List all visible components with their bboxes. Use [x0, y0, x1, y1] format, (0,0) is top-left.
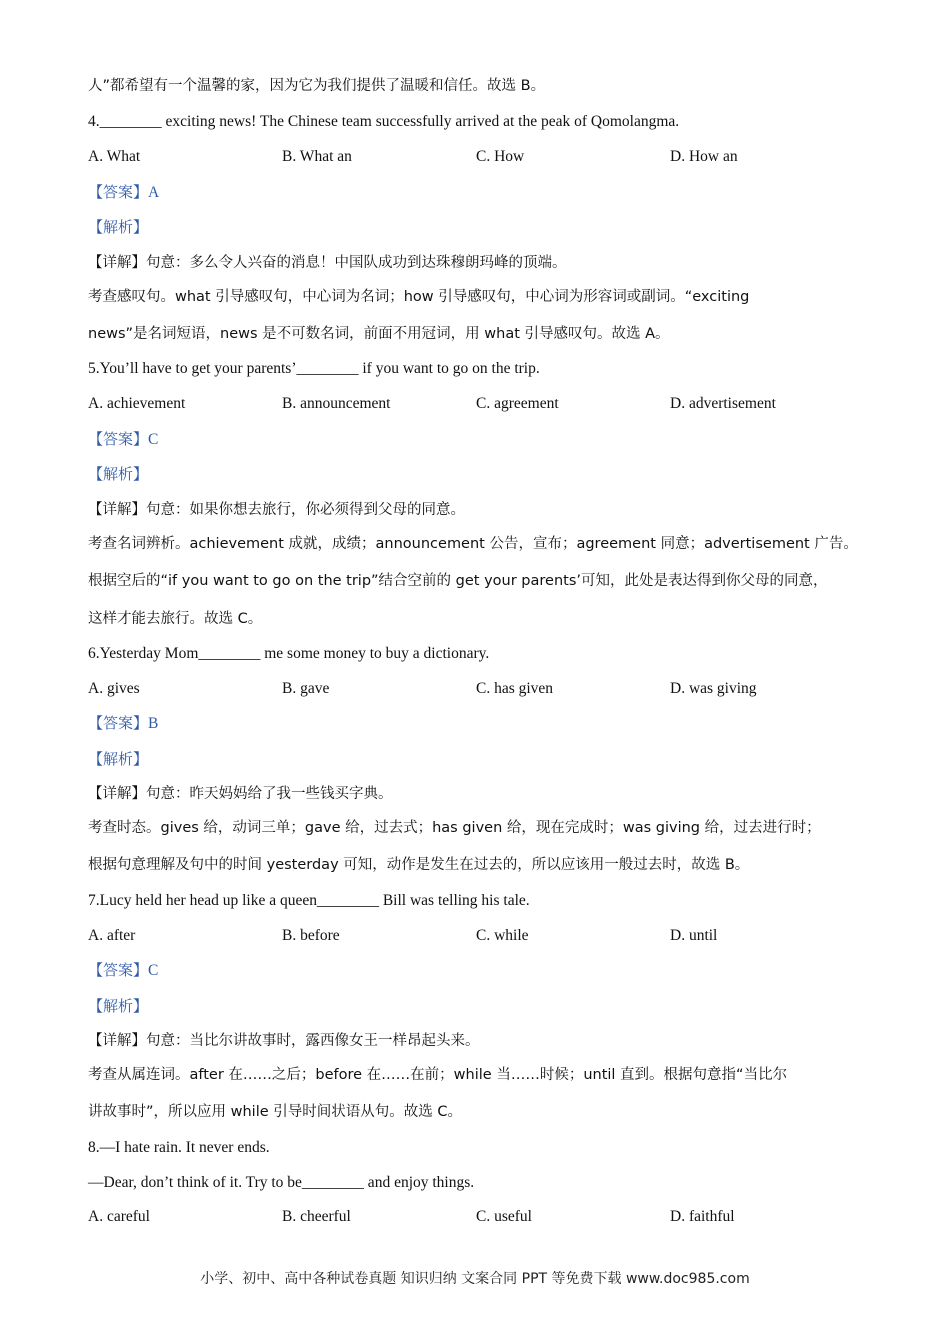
q6-answer: B — [148, 715, 159, 732]
q5-detail: 【详解】句意：如果你想去旅行，你必须得到父母的同意。 — [88, 502, 465, 518]
q8-option-b: B. cheerful — [282, 1208, 351, 1225]
q8-option-c: C. useful — [476, 1208, 532, 1225]
q7-analysis-tag: 【解析】 — [88, 997, 149, 1015]
q6-answer-row — [88, 713, 158, 734]
q4-option-c: C. How — [476, 148, 525, 165]
q4-explain-1: 考查感叹句。what 引导感叹句，中心词为名词；how 引导感叹句，中心词为形容词或副词。“exciting — [88, 289, 750, 305]
q7-detail: 【详解】句意：当比尔讲故事时，露西像女王一样昂起头来。 — [88, 1033, 480, 1049]
q5-option-a: A. achievement — [88, 395, 186, 412]
q4-detail: 【详解】句意：多么令人兴奋的消息！中国队成功到达珠穆朗玛峰的顶端。 — [88, 255, 567, 271]
q7-answer: C — [148, 962, 159, 979]
page-footer: 小学、初中、高中各种试卷真题 知识归纳 文案合同 PPT 等免费下载 www.doc985.com — [200, 1271, 750, 1287]
q6-detail: 【详解】句意：昨天妈妈给了我一些钱买字典。 — [88, 786, 393, 802]
q5-option-c: C. agreement — [476, 395, 559, 412]
q5-answer: C — [148, 431, 159, 448]
question-7-stem: 7.Lucy held her head up like a queen________ Bill was telling his tale. — [88, 892, 530, 909]
q6-option-d: D. was giving — [670, 680, 757, 697]
q7-option-b: B. before — [282, 927, 340, 944]
q5-explain-3: 这样才能去旅行。故选 C。 — [88, 611, 263, 627]
q8-option-a: A. careful — [88, 1208, 150, 1225]
q4-option-d: D. How an — [670, 148, 738, 165]
question-6-stem: 6.Yesterday Mom________ me some money to buy a dictionary. — [88, 645, 490, 662]
q5-explain-2: 根据空后的“if you want to go on the trip”结合空前的 get your parents’可知，此处是表达得到你父母的同意， — [88, 573, 828, 589]
q5-answer-row — [88, 429, 158, 450]
q7-answer-row — [88, 960, 158, 981]
q6-option-a: A. gives — [88, 680, 140, 697]
q7-option-d: D. until — [670, 927, 718, 944]
q6-option-c: C. has given — [476, 680, 554, 697]
question-4-stem: 4.________ exciting news! The Chinese team successfully arrived at the peak of Qomolangma. — [88, 113, 680, 130]
answer-tag: 【答案】 — [88, 961, 149, 979]
q7-option-a: A. after — [88, 927, 136, 944]
q7-explain-2: 讲故事时”，所以应用 while 引导时间状语从句。故选 C。 — [88, 1104, 462, 1120]
q4-option-a: A. What — [88, 148, 141, 165]
q5-option-d: D. advertisement — [670, 395, 776, 412]
q6-option-b: B. gave — [282, 680, 330, 697]
q4-option-b: B. What an — [282, 148, 352, 165]
q5-explain-1: 考查名词辨析。achievement 成就，成绩；announcement 公告，宣布；agreement 同意；advertisement 广告。 — [88, 536, 858, 552]
q4-explain-2: news”是名词短语，news 是不可数名词，前面不用冠词，用 what 引导感叹句。故选 A。 — [88, 326, 670, 342]
q6-explain-1: 考查时态。gives 给，动词三单；gave 给，过去式；has given 给，现在完成时；was giving 给，过去进行时； — [88, 820, 821, 836]
q6-analysis-tag: 【解析】 — [88, 750, 149, 768]
q5-analysis-tag: 【解析】 — [88, 465, 149, 483]
answer-tag: 【答案】 — [88, 183, 149, 201]
q4-answer: A — [148, 184, 160, 201]
continued-explanation: 人”都希望有一个温馨的家，因为它为我们提供了温暖和信任。故选 B。 — [88, 78, 546, 94]
q6-explain-2: 根据句意理解及句中的时间 yesterday 可知，动作是发生在过去的，所以应该用一般过去时，故选 B。 — [88, 857, 750, 873]
q4-answer-row — [88, 182, 159, 203]
question-8-stem: 8.—I hate rain. It never ends. — [88, 1139, 270, 1156]
q8-option-d: D. faithful — [670, 1208, 735, 1225]
q5-option-b: B. announcement — [282, 395, 391, 412]
answer-tag: 【答案】 — [88, 714, 149, 732]
q4-analysis-tag: 【解析】 — [88, 218, 149, 236]
q7-explain-1: 考查从属连词。after 在……之后；before 在……在前；while 当……时候；until 直到。根据句意指“当比尔 — [88, 1067, 788, 1083]
q7-option-c: C. while — [476, 927, 529, 944]
question-8-stem-2: —Dear, don’t think of it. Try to be________ and enjoy things. — [88, 1174, 475, 1191]
answer-tag: 【答案】 — [88, 430, 149, 448]
question-5-stem: 5.You’ll have to get your parents’________ if you want to go on the trip. — [88, 360, 540, 377]
